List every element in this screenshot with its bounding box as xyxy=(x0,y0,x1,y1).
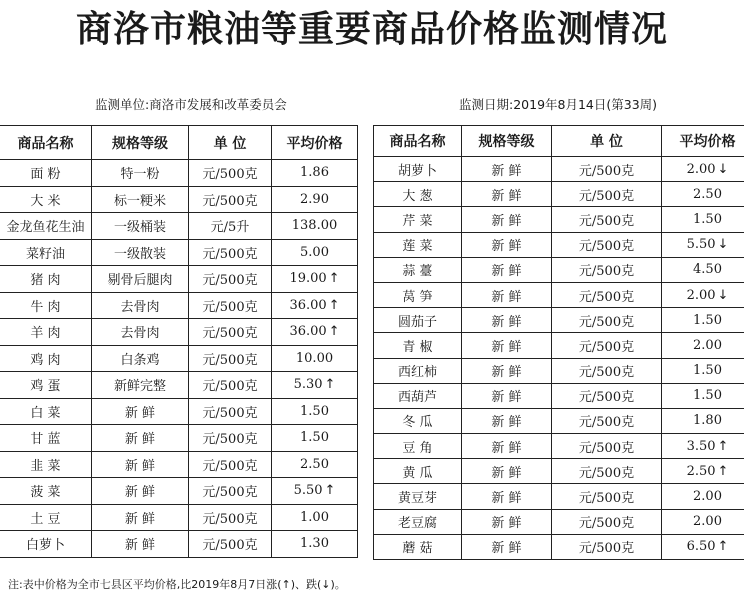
header-product-name: 商品名称 xyxy=(374,126,462,157)
unit-cell: 元/500克 xyxy=(552,308,662,333)
table-row xyxy=(374,459,744,484)
table-row xyxy=(374,308,744,333)
product-name-cell: 蘑 菇 xyxy=(374,534,462,559)
unit-cell: 元/500克 xyxy=(189,266,272,293)
spec-grade-cell: 新 鲜 xyxy=(92,504,189,531)
table-row xyxy=(0,292,358,319)
avg-price-cell xyxy=(662,484,744,509)
price-value: 3.50 xyxy=(686,438,716,454)
avg-price-cell xyxy=(272,292,358,319)
unit-cell: 元/500克 xyxy=(552,434,662,459)
avg-price-cell xyxy=(272,345,358,372)
product-name-cell: 土 豆 xyxy=(0,504,92,531)
table-row xyxy=(374,333,744,358)
price-value: 10.00 xyxy=(295,350,334,366)
unit-cell: 元/500克 xyxy=(189,398,272,425)
spec-grade-cell: 新 鲜 xyxy=(462,282,552,307)
avg-price-cell xyxy=(662,207,744,232)
table-body-right xyxy=(374,157,744,560)
avg-price-cell xyxy=(272,398,358,425)
unit-cell: 元/500克 xyxy=(189,160,272,187)
price-up-arrow-icon: ↑ xyxy=(717,438,729,454)
unit-cell: 元/500克 xyxy=(552,358,662,383)
unit-cell: 元/500克 xyxy=(552,509,662,534)
price-up-arrow-icon: ↑ xyxy=(717,463,729,479)
product-name-cell: 胡萝卜 xyxy=(374,157,462,182)
spec-grade-cell: 新 鲜 xyxy=(92,425,189,452)
product-name-cell: 白 菜 xyxy=(0,398,92,425)
spec-grade-cell: 标一粳米 xyxy=(92,186,189,213)
avg-price-cell xyxy=(662,383,744,408)
avg-price-cell xyxy=(272,239,358,266)
product-name-cell: 甘 蓝 xyxy=(0,425,92,452)
price-value: 138.00 xyxy=(291,218,338,234)
table-row xyxy=(0,478,358,505)
product-name-cell: 大 米 xyxy=(0,186,92,213)
price-value: 1.50 xyxy=(693,211,722,227)
unit-cell: 元/500克 xyxy=(189,425,272,452)
price-value: 2.00 xyxy=(693,337,722,353)
spec-grade-cell: 一级桶装 xyxy=(92,213,189,240)
spec-grade-cell: 一级散装 xyxy=(92,239,189,266)
product-name-cell: 鸡 蛋 xyxy=(0,372,92,399)
spec-grade-cell: 特一粉 xyxy=(92,160,189,187)
header-avg-price: 平均价格 xyxy=(272,126,358,160)
product-name-cell: 羊 肉 xyxy=(0,319,92,346)
table-row xyxy=(374,408,744,433)
spec-grade-cell: 新 鲜 xyxy=(462,157,552,182)
avg-price-cell xyxy=(272,213,358,240)
header-avg-price: 平均价格 xyxy=(662,126,744,157)
table-row xyxy=(0,451,358,478)
product-name-cell: 老豆腐 xyxy=(374,509,462,534)
spec-grade-cell: 新鲜完整 xyxy=(92,372,189,399)
table-header-row xyxy=(0,126,358,160)
table-row xyxy=(374,182,744,207)
avg-price-cell xyxy=(662,434,744,459)
spec-grade-cell: 新 鲜 xyxy=(462,333,552,358)
product-name-cell: 大 葱 xyxy=(374,182,462,207)
avg-price-cell xyxy=(662,358,744,383)
avg-price-cell xyxy=(272,478,358,505)
avg-price-cell xyxy=(662,408,744,433)
unit-cell: 元/500克 xyxy=(552,232,662,257)
header-product-name: 商品名称 xyxy=(0,126,92,160)
unit-cell: 元/500克 xyxy=(189,504,272,531)
price-value: 36.00 xyxy=(289,324,327,340)
avg-price-cell xyxy=(662,157,744,182)
product-name-cell: 面 粉 xyxy=(0,160,92,187)
avg-price-cell xyxy=(272,531,358,558)
table-row xyxy=(0,266,358,293)
spec-grade-cell: 新 鲜 xyxy=(462,509,552,534)
price-value: 2.00 xyxy=(686,287,716,303)
product-name-cell: 菠 菜 xyxy=(0,478,92,505)
table-row xyxy=(0,239,358,266)
price-table-right xyxy=(373,125,744,560)
table-row xyxy=(0,425,358,452)
spec-grade-cell: 新 鲜 xyxy=(462,383,552,408)
price-value: 1.50 xyxy=(300,403,329,419)
product-name-cell: 菜籽油 xyxy=(0,239,92,266)
price-value: 1.50 xyxy=(693,388,722,404)
avg-price-cell xyxy=(272,425,358,452)
spec-grade-cell: 新 鲜 xyxy=(462,182,552,207)
unit-cell: 元/500克 xyxy=(552,383,662,408)
product-name-cell: 白萝卜 xyxy=(0,531,92,558)
page-title: 商洛市粮油等重要商品价格监测情况 xyxy=(75,9,668,50)
spec-grade-cell: 新 鲜 xyxy=(92,398,189,425)
table-row xyxy=(374,157,744,182)
price-up-arrow-icon: ↑ xyxy=(328,324,340,340)
unit-cell: 元/500克 xyxy=(189,372,272,399)
table-row xyxy=(374,484,744,509)
price-down-arrow-icon: ↓ xyxy=(717,287,729,303)
price-value: 2.50 xyxy=(300,456,329,472)
unit-cell: 元/500克 xyxy=(552,333,662,358)
avg-price-cell xyxy=(272,319,358,346)
table-row xyxy=(0,345,358,372)
avg-price-cell xyxy=(662,509,744,534)
price-value: 5.50 xyxy=(686,237,716,253)
spec-grade-cell: 新 鲜 xyxy=(462,358,552,383)
product-name-cell: 西红柿 xyxy=(374,358,462,383)
unit-cell: 元/500克 xyxy=(552,408,662,433)
avg-price-cell xyxy=(272,186,358,213)
table-row xyxy=(0,372,358,399)
spec-grade-cell: 剔骨后腿肉 xyxy=(92,266,189,293)
price-value: 6.50 xyxy=(686,539,716,555)
price-up-arrow-icon: ↑ xyxy=(717,539,729,555)
table-row xyxy=(0,398,358,425)
table-row xyxy=(0,531,358,558)
spec-grade-cell: 白条鸡 xyxy=(92,345,189,372)
price-value: 1.86 xyxy=(300,165,329,181)
price-value: 2.00 xyxy=(693,489,722,505)
price-value: 5.50 xyxy=(293,483,323,499)
product-name-cell: 圆茄子 xyxy=(374,308,462,333)
product-name-cell: 蒜 薹 xyxy=(374,257,462,282)
table-row xyxy=(374,434,744,459)
avg-price-cell xyxy=(272,372,358,399)
price-value: 1.50 xyxy=(693,363,722,379)
avg-price-cell xyxy=(662,282,744,307)
table-row xyxy=(0,319,358,346)
unit-cell: 元/500克 xyxy=(552,157,662,182)
unit-cell: 元/500克 xyxy=(552,182,662,207)
price-down-arrow-icon: ↓ xyxy=(717,237,729,253)
table-row xyxy=(0,213,358,240)
table-row xyxy=(374,383,744,408)
spec-grade-cell: 新 鲜 xyxy=(92,531,189,558)
unit-cell: 元/500克 xyxy=(189,186,272,213)
product-name-cell: 黄 瓜 xyxy=(374,459,462,484)
product-name-cell: 西葫芦 xyxy=(374,383,462,408)
spec-grade-cell: 新 鲜 xyxy=(462,408,552,433)
unit-cell: 元/500克 xyxy=(189,239,272,266)
header-spec-grade: 规格等级 xyxy=(92,126,189,160)
price-value: 2.50 xyxy=(686,463,716,479)
table-row xyxy=(374,282,744,307)
product-name-cell: 豆 角 xyxy=(374,434,462,459)
price-value: 2.00 xyxy=(686,161,716,177)
avg-price-cell xyxy=(662,333,744,358)
avg-price-cell xyxy=(662,182,744,207)
product-name-cell: 猪 肉 xyxy=(0,266,92,293)
product-name-cell: 韭 菜 xyxy=(0,451,92,478)
price-value: 5.30 xyxy=(293,377,323,393)
price-value: 1.50 xyxy=(693,312,722,328)
table-row xyxy=(0,504,358,531)
spec-grade-cell: 新 鲜 xyxy=(92,478,189,505)
spec-grade-cell: 新 鲜 xyxy=(462,207,552,232)
price-up-arrow-icon: ↑ xyxy=(328,297,340,313)
avg-price-cell xyxy=(662,257,744,282)
spec-grade-cell: 新 鲜 xyxy=(462,434,552,459)
product-name-cell: 冬 瓜 xyxy=(374,408,462,433)
spec-grade-cell: 新 鲜 xyxy=(462,484,552,509)
product-name-cell: 黄豆芽 xyxy=(374,484,462,509)
price-value: 19.00 xyxy=(289,271,327,287)
price-value: 2.50 xyxy=(693,186,722,202)
price-up-arrow-icon: ↑ xyxy=(324,483,336,499)
unit-cell: 元/500克 xyxy=(189,531,272,558)
unit-cell: 元/500克 xyxy=(552,459,662,484)
spec-grade-cell: 新 鲜 xyxy=(92,451,189,478)
unit-cell: 元/500克 xyxy=(552,534,662,559)
price-value: 2.90 xyxy=(300,191,329,207)
table-row xyxy=(0,160,358,187)
price-value: 1.50 xyxy=(300,430,329,446)
spec-grade-cell: 去骨肉 xyxy=(92,292,189,319)
price-up-arrow-icon: ↑ xyxy=(328,271,340,287)
monitor-unit: 监测单位:商洛市发展和改革委员会 xyxy=(95,97,287,112)
table-row xyxy=(0,186,358,213)
spec-grade-cell: 新 鲜 xyxy=(462,308,552,333)
price-value: 2.00 xyxy=(693,514,722,530)
table-row xyxy=(374,207,744,232)
header-unit: 单 位 xyxy=(189,126,272,160)
avg-price-cell xyxy=(272,160,358,187)
unit-cell: 元/500克 xyxy=(552,207,662,232)
unit-cell: 元/5升 xyxy=(189,213,272,240)
unit-cell: 元/500克 xyxy=(552,484,662,509)
header-unit: 单 位 xyxy=(552,126,662,157)
table-row xyxy=(374,232,744,257)
spec-grade-cell: 新 鲜 xyxy=(462,534,552,559)
table-body-left xyxy=(0,160,358,558)
unit-cell: 元/500克 xyxy=(189,319,272,346)
product-name-cell: 芹 菜 xyxy=(374,207,462,232)
price-table-left xyxy=(0,125,358,558)
price-up-arrow-icon: ↑ xyxy=(324,377,336,393)
avg-price-cell xyxy=(662,534,744,559)
avg-price-cell xyxy=(272,504,358,531)
spec-grade-cell: 新 鲜 xyxy=(462,459,552,484)
price-value: 1.80 xyxy=(693,413,722,429)
spec-grade-cell: 新 鲜 xyxy=(462,232,552,257)
spec-grade-cell: 去骨肉 xyxy=(92,319,189,346)
price-down-arrow-icon: ↓ xyxy=(717,161,729,177)
unit-cell: 元/500克 xyxy=(189,451,272,478)
monitor-date: 监测日期:2019年8月14日(第33周) xyxy=(459,97,658,112)
unit-cell: 元/500克 xyxy=(189,345,272,372)
table-row xyxy=(374,257,744,282)
unit-cell: 元/500克 xyxy=(552,257,662,282)
price-value: 36.00 xyxy=(289,297,327,313)
product-name-cell: 鸡 肉 xyxy=(0,345,92,372)
price-value: 5.00 xyxy=(300,244,329,260)
price-value: 1.30 xyxy=(300,536,329,552)
footnote: 注:表中价格为全市七县区平均价格,比2019年8月7日涨(↑)、跌(↓)。 xyxy=(8,578,346,591)
spec-grade-cell: 新 鲜 xyxy=(462,257,552,282)
avg-price-cell xyxy=(662,232,744,257)
product-name-cell: 莲 菜 xyxy=(374,232,462,257)
unit-cell: 元/500克 xyxy=(189,292,272,319)
unit-cell: 元/500克 xyxy=(189,478,272,505)
avg-price-cell xyxy=(272,451,358,478)
header-spec-grade: 规格等级 xyxy=(462,126,552,157)
avg-price-cell xyxy=(662,459,744,484)
product-name-cell: 金龙鱼花生油 xyxy=(0,213,92,240)
table-row xyxy=(374,509,744,534)
avg-price-cell xyxy=(662,308,744,333)
avg-price-cell xyxy=(272,266,358,293)
price-value: 4.50 xyxy=(693,262,722,278)
product-name-cell: 莴 笋 xyxy=(374,282,462,307)
table-row xyxy=(374,534,744,559)
unit-cell: 元/500克 xyxy=(552,282,662,307)
table-row xyxy=(374,358,744,383)
table-header-row xyxy=(374,126,744,157)
price-value: 1.00 xyxy=(300,509,329,525)
product-name-cell: 牛 肉 xyxy=(0,292,92,319)
product-name-cell: 青 椒 xyxy=(374,333,462,358)
